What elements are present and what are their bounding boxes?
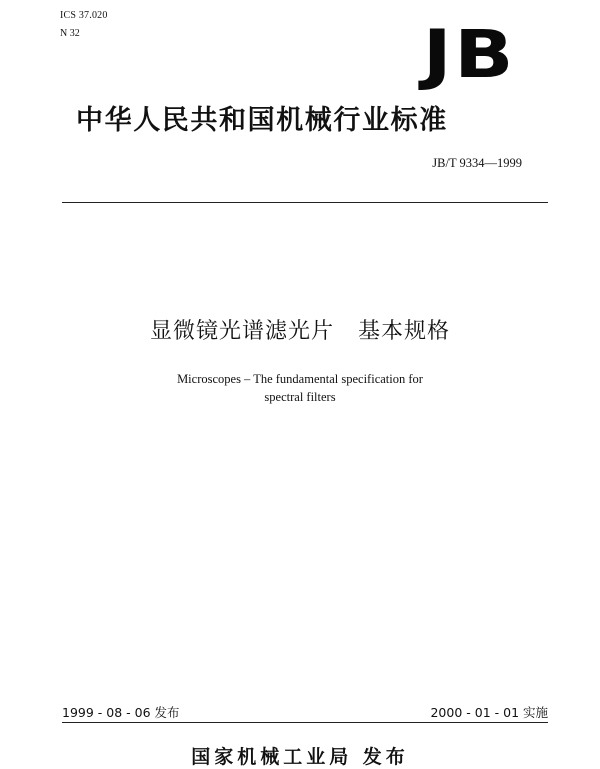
document-title-english [0, 370, 600, 406]
english-title-line-2: spectral filters [264, 390, 336, 404]
jb-logo: JB [422, 16, 516, 93]
english-title-line-1: Microscopes – The fundamental specification for [177, 372, 423, 386]
bottom-divider [62, 722, 548, 723]
implementation-date: 2000 - 01 - 01 实施 [430, 705, 548, 720]
top-divider [62, 202, 548, 203]
issuing-authority: 国家机械工业局 发布 [191, 746, 409, 768]
ics-code: ICS 37.020 [60, 10, 108, 21]
issue-date: 1999 - 08 - 06 发布 [62, 705, 180, 720]
classification-code: N 32 [60, 28, 80, 39]
document-title-chinese: 显微镜光谱滤光片 基本规格 [150, 319, 450, 344]
standard-number: JB/T 9334—1999 [432, 156, 522, 170]
organization-title: 中华人民共和国机械行业标准 [76, 105, 448, 136]
